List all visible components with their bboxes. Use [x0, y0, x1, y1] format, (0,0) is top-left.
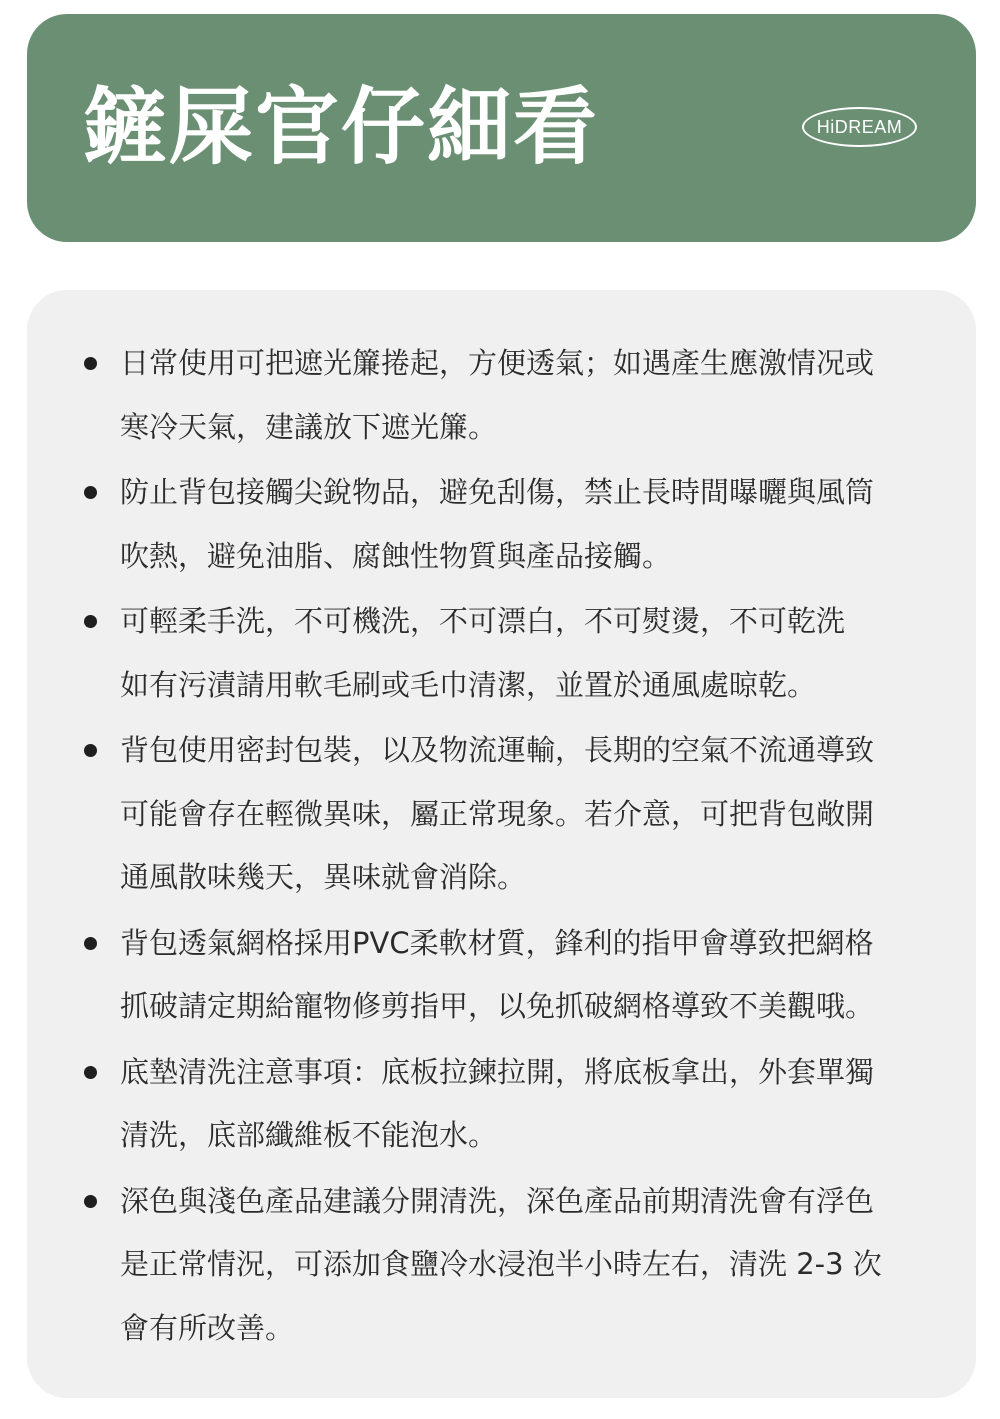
care-notes-list [27, 332, 976, 1362]
list-item-text: 防止背包接觸尖銳物品，避免刮傷，禁止長時間曝曬與風筒 吹熱，避免油脂、腐蝕性物質與產品接觸。 [120, 475, 875, 573]
bullet-icon [84, 486, 97, 499]
list-item [27, 1041, 976, 1168]
list-item [27, 332, 976, 459]
bullet-icon [84, 937, 97, 950]
list-item [27, 461, 976, 588]
list-item [27, 912, 976, 1039]
bullet-icon [84, 1066, 97, 1079]
header-banner [27, 14, 976, 242]
list-item-text: 底墊清洗注意事項：底板拉鍊拉開，將底板拿出，外套單獨 清洗，底部纖維板不能泡水。 [120, 1054, 875, 1152]
brand-logo [802, 107, 917, 147]
list-item-text: 日常使用可把遮光簾捲起，方便透氣；如遇產生應激情况或 寒冷天氣，建議放下遮光簾。 [120, 346, 875, 444]
list-item [27, 1170, 976, 1361]
list-item-text: 背包透氣網格採用PVC柔軟材質，鋒利的指甲會導致把網格 抓破請定期給寵物修剪指甲，以免抓破網格導致不美觀哦。 [120, 925, 875, 1023]
page-title: 鏟屎官仔細看 [83, 78, 600, 176]
bullet-icon [84, 1195, 97, 1208]
brand-logo-text: HiDREAM [816, 116, 903, 137]
list-item [27, 590, 976, 717]
list-item-text: 背包使用密封包裝，以及物流運輸，長期的空氣不流通導致 可能會存在輕微異味，屬正常現象。若介意，可把背包敞開 通風散味幾天，異味就會消除。 [120, 733, 875, 894]
bullet-icon [84, 615, 97, 628]
bullet-icon [84, 744, 97, 757]
list-item-text: 可輕柔手洗，不可機洗，不可漂白，不可熨燙，不可乾洗 如有污漬請用軟毛刷或毛巾清潔，並置於通風處晾乾。 [120, 604, 846, 702]
care-notes-panel [27, 290, 976, 1398]
list-item-text: 深色與淺色產品建議分開清洗，深色產品前期清洗會有浮色 是正常情況，可添加食鹽冷水浸泡半小時左右，清洗 2-3 次 會有所改善。 [120, 1183, 882, 1345]
list-item [27, 719, 976, 910]
bullet-icon [84, 357, 97, 370]
